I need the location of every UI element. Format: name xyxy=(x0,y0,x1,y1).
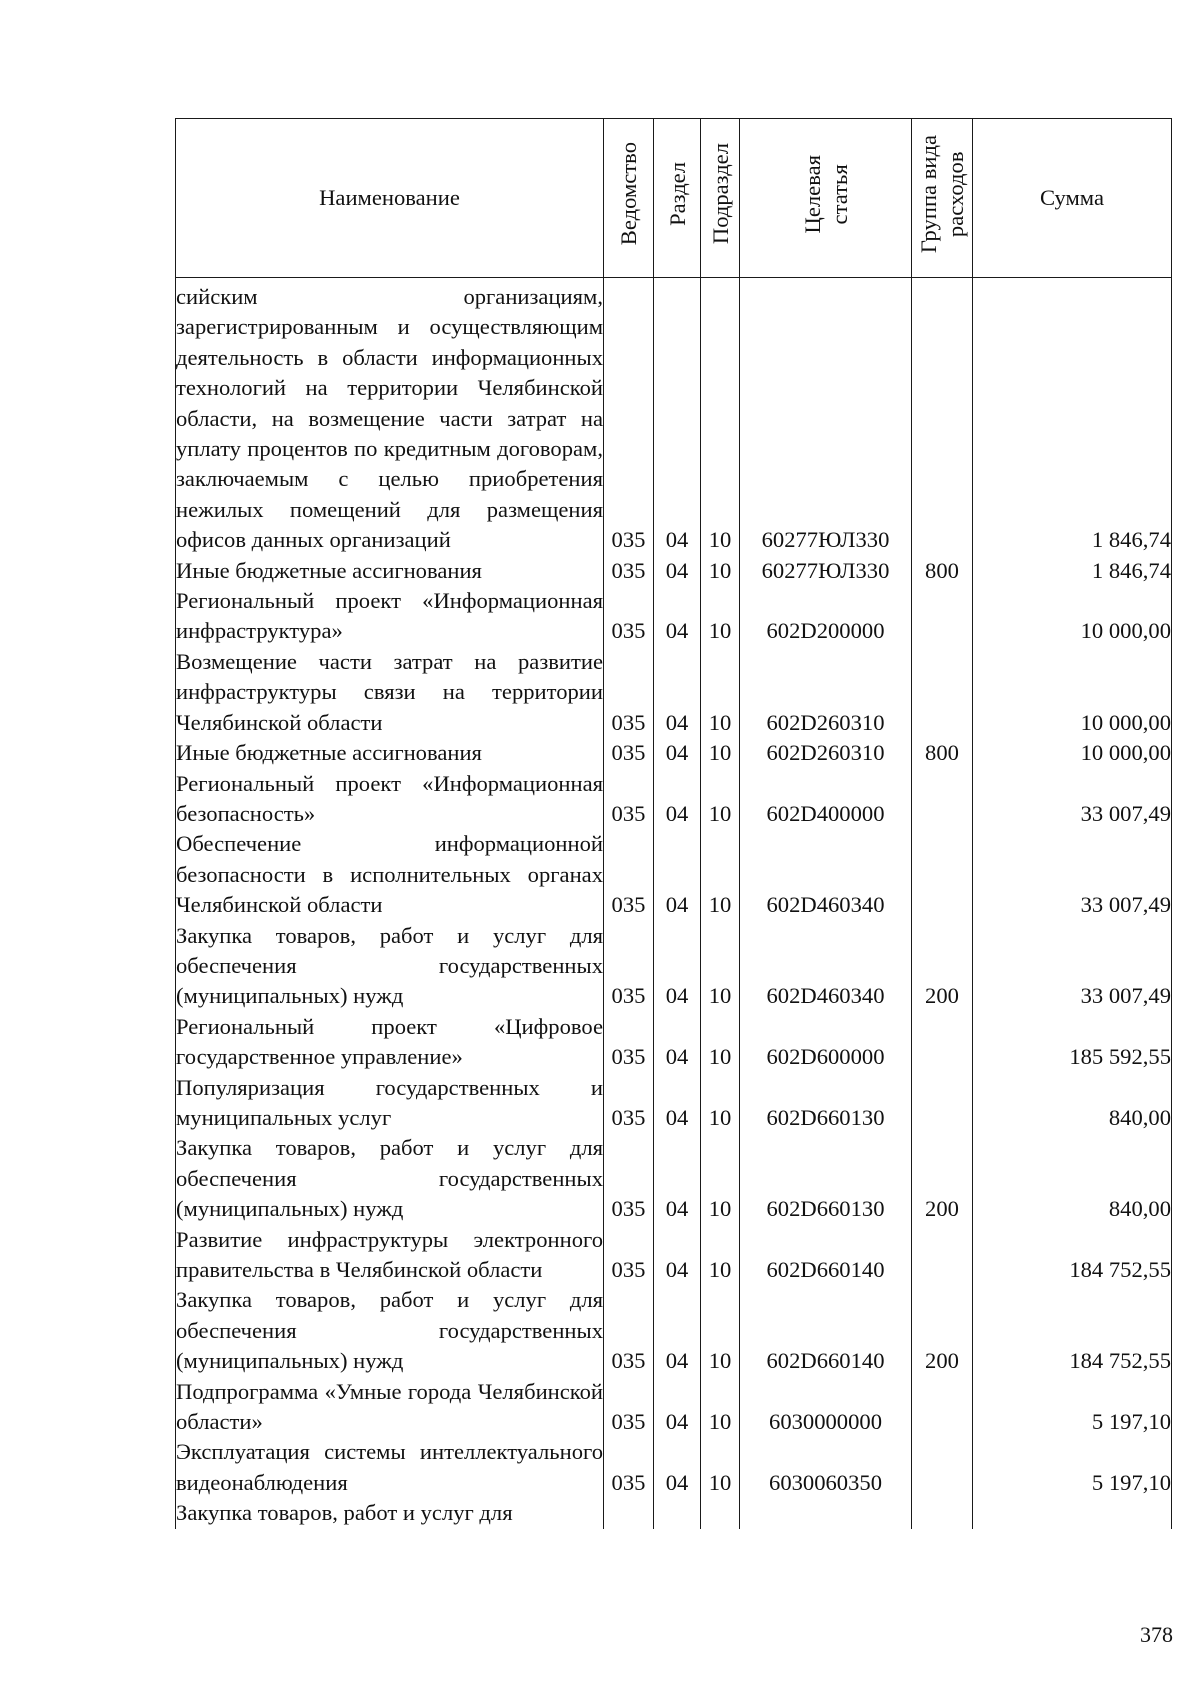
row-target-article xyxy=(740,1498,912,1528)
row-name: Популяризация государственных и муниципальных услуг xyxy=(176,1073,604,1134)
table-row xyxy=(176,1012,1172,1073)
row-target-article: 6030060350 xyxy=(740,1437,912,1498)
row-sum: 5 197,10 xyxy=(973,1437,1172,1498)
row-razdel: 04 xyxy=(654,1133,701,1224)
row-vedomstvo: 035 xyxy=(604,1437,654,1498)
row-name: Иные бюджетные ассигнования xyxy=(176,738,604,768)
row-razdel: 04 xyxy=(654,921,701,1012)
row-name: Закупка товаров, работ и услуг для xyxy=(176,1498,604,1528)
row-target-article: 602D200000 xyxy=(740,586,912,647)
row-razdel: 04 xyxy=(654,829,701,920)
table-row xyxy=(176,647,1172,738)
row-vedomstvo: 035 xyxy=(604,829,654,920)
table-row xyxy=(176,1377,1172,1438)
row-vedomstvo: 035 xyxy=(604,1377,654,1438)
row-target-article: 6030000000 xyxy=(740,1377,912,1438)
row-name: Региональный проект «Цифровое государственное управление» xyxy=(176,1012,604,1073)
row-podrazdel: 10 xyxy=(701,1133,740,1224)
row-razdel: 04 xyxy=(654,586,701,647)
row-podrazdel: 10 xyxy=(701,1377,740,1438)
row-target-article: 60277ЮЛ330 xyxy=(740,278,912,556)
budget-table xyxy=(175,118,1172,1529)
row-podrazdel: 10 xyxy=(701,769,740,830)
page-number: 378 xyxy=(1140,1622,1173,1647)
row-sum: 185 592,55 xyxy=(973,1012,1172,1073)
header-podrazdel: Подраздел xyxy=(701,119,740,278)
row-expense-group xyxy=(912,1073,973,1134)
table-row xyxy=(176,1225,1172,1286)
row-podrazdel: 10 xyxy=(701,1285,740,1376)
table-row xyxy=(176,1498,1172,1528)
row-sum: 184 752,55 xyxy=(973,1225,1172,1286)
row-expense-group xyxy=(912,1377,973,1438)
row-razdel: 04 xyxy=(654,1012,701,1073)
row-sum: 1 846,74 xyxy=(973,278,1172,556)
table-row xyxy=(176,769,1172,830)
row-vedomstvo: 035 xyxy=(604,1073,654,1134)
row-sum: 10 000,00 xyxy=(973,586,1172,647)
row-podrazdel: 10 xyxy=(701,1012,740,1073)
header-expense-group: Группа вида расходов xyxy=(912,119,973,278)
row-expense-group xyxy=(912,1437,973,1498)
row-expense-group: 800 xyxy=(912,556,973,586)
row-sum: 10 000,00 xyxy=(973,738,1172,768)
row-expense-group xyxy=(912,769,973,830)
row-expense-group xyxy=(912,278,973,556)
row-name: Закупка товаров, работ и услуг для обеспечения государственных (муниципальных) нужд xyxy=(176,1285,604,1376)
row-vedomstvo: 035 xyxy=(604,921,654,1012)
row-podrazdel: 10 xyxy=(701,1437,740,1498)
table-row xyxy=(176,278,1172,556)
row-name: Подпрограмма «Умные города Челябинской области» xyxy=(176,1377,604,1438)
row-podrazdel: 10 xyxy=(701,586,740,647)
row-podrazdel: 10 xyxy=(701,556,740,586)
row-expense-group: 800 xyxy=(912,738,973,768)
row-vedomstvo: 035 xyxy=(604,1012,654,1073)
header-row xyxy=(176,119,1172,278)
row-name: Обеспечение информационной безопасности в исполнительных органах Челябинской области xyxy=(176,829,604,920)
header-sum: Сумма xyxy=(973,119,1172,278)
table-row xyxy=(176,738,1172,768)
row-podrazdel: 10 xyxy=(701,829,740,920)
row-target-article: 602D460340 xyxy=(740,921,912,1012)
row-name: Закупка товаров, работ и услуг для обеспечения государственных (муниципальных) нужд xyxy=(176,921,604,1012)
row-expense-group xyxy=(912,1225,973,1286)
row-expense-group: 200 xyxy=(912,1285,973,1376)
row-podrazdel: 10 xyxy=(701,1073,740,1134)
row-sum: 33 007,49 xyxy=(973,921,1172,1012)
header-target-article: Целевая статья xyxy=(740,119,912,278)
table-row xyxy=(176,921,1172,1012)
table-row xyxy=(176,556,1172,586)
row-sum: 10 000,00 xyxy=(973,647,1172,738)
row-target-article: 60277ЮЛ330 xyxy=(740,556,912,586)
row-name: Региональный проект «Информационная инфраструктура» xyxy=(176,586,604,647)
row-expense-group: 200 xyxy=(912,1133,973,1224)
row-target-article: 602D660140 xyxy=(740,1285,912,1376)
row-name: Закупка товаров, работ и услуг для обеспечения государственных (муниципальных) нужд xyxy=(176,1133,604,1224)
row-vedomstvo: 035 xyxy=(604,769,654,830)
row-expense-group xyxy=(912,647,973,738)
row-sum: 33 007,49 xyxy=(973,829,1172,920)
row-razdel: 04 xyxy=(654,1285,701,1376)
row-name: Эксплуатация системы интеллектуального видеонаблюдения xyxy=(176,1437,604,1498)
row-sum: 840,00 xyxy=(973,1133,1172,1224)
row-vedomstvo: 035 xyxy=(604,1225,654,1286)
row-razdel: 04 xyxy=(654,1225,701,1286)
row-sum xyxy=(973,1498,1172,1528)
row-razdel: 04 xyxy=(654,738,701,768)
row-razdel: 04 xyxy=(654,556,701,586)
row-podrazdel: 10 xyxy=(701,1225,740,1286)
row-name: Иные бюджетные ассигнования xyxy=(176,556,604,586)
row-razdel: 04 xyxy=(654,278,701,556)
row-expense-group xyxy=(912,1012,973,1073)
header-name: Наименование xyxy=(176,119,604,278)
row-target-article: 602D260310 xyxy=(740,647,912,738)
row-sum: 1 846,74 xyxy=(973,556,1172,586)
row-sum: 840,00 xyxy=(973,1073,1172,1134)
row-target-article: 602D660130 xyxy=(740,1073,912,1134)
row-podrazdel: 10 xyxy=(701,738,740,768)
row-razdel: 04 xyxy=(654,1073,701,1134)
row-podrazdel: 10 xyxy=(701,921,740,1012)
row-podrazdel: 10 xyxy=(701,278,740,556)
row-vedomstvo xyxy=(604,1498,654,1528)
table-row xyxy=(176,1073,1172,1134)
row-vedomstvo: 035 xyxy=(604,1285,654,1376)
row-podrazdel: 10 xyxy=(701,647,740,738)
table-row xyxy=(176,1285,1172,1376)
row-expense-group xyxy=(912,1498,973,1528)
table-row xyxy=(176,1133,1172,1224)
row-vedomstvo: 035 xyxy=(604,556,654,586)
row-vedomstvo: 035 xyxy=(604,738,654,768)
row-sum: 33 007,49 xyxy=(973,769,1172,830)
row-podrazdel xyxy=(701,1498,740,1528)
row-target-article: 602D600000 xyxy=(740,1012,912,1073)
row-name: сийским организациям, зарегистрированным и осуществляющим деятельность в области информационных технологий на территории Челябинской области, на возмещение части затрат на уплату процентов по кредитным договорам, заключаемым с целью приобретения нежилых помещений для размещения офисов данных организаций xyxy=(176,278,604,556)
row-target-article: 602D260310 xyxy=(740,738,912,768)
row-target-article: 602D460340 xyxy=(740,829,912,920)
table-row xyxy=(176,829,1172,920)
header-razdel: Раздел xyxy=(654,119,701,278)
row-razdel: 04 xyxy=(654,1437,701,1498)
row-expense-group xyxy=(912,829,973,920)
row-razdel: 04 xyxy=(654,769,701,830)
row-sum: 5 197,10 xyxy=(973,1377,1172,1438)
row-vedomstvo: 035 xyxy=(604,647,654,738)
row-name: Региональный проект «Информационная безопасность» xyxy=(176,769,604,830)
table-row xyxy=(176,586,1172,647)
row-vedomstvo: 035 xyxy=(604,586,654,647)
row-target-article: 602D400000 xyxy=(740,769,912,830)
table-row xyxy=(176,1437,1172,1498)
header-vedomstvo: Ведомство xyxy=(604,119,654,278)
row-razdel xyxy=(654,1498,701,1528)
row-sum: 184 752,55 xyxy=(973,1285,1172,1376)
row-expense-group xyxy=(912,586,973,647)
row-target-article: 602D660140 xyxy=(740,1225,912,1286)
row-razdel: 04 xyxy=(654,647,701,738)
row-name: Развитие инфраструктуры электронного правительства в Челябинской области xyxy=(176,1225,604,1286)
row-name: Возмещение части затрат на развитие инфраструктуры связи на территории Челябинской области xyxy=(176,647,604,738)
row-target-article: 602D660130 xyxy=(740,1133,912,1224)
row-vedomstvo: 035 xyxy=(604,278,654,556)
row-vedomstvo: 035 xyxy=(604,1133,654,1224)
row-razdel: 04 xyxy=(654,1377,701,1438)
row-expense-group: 200 xyxy=(912,921,973,1012)
